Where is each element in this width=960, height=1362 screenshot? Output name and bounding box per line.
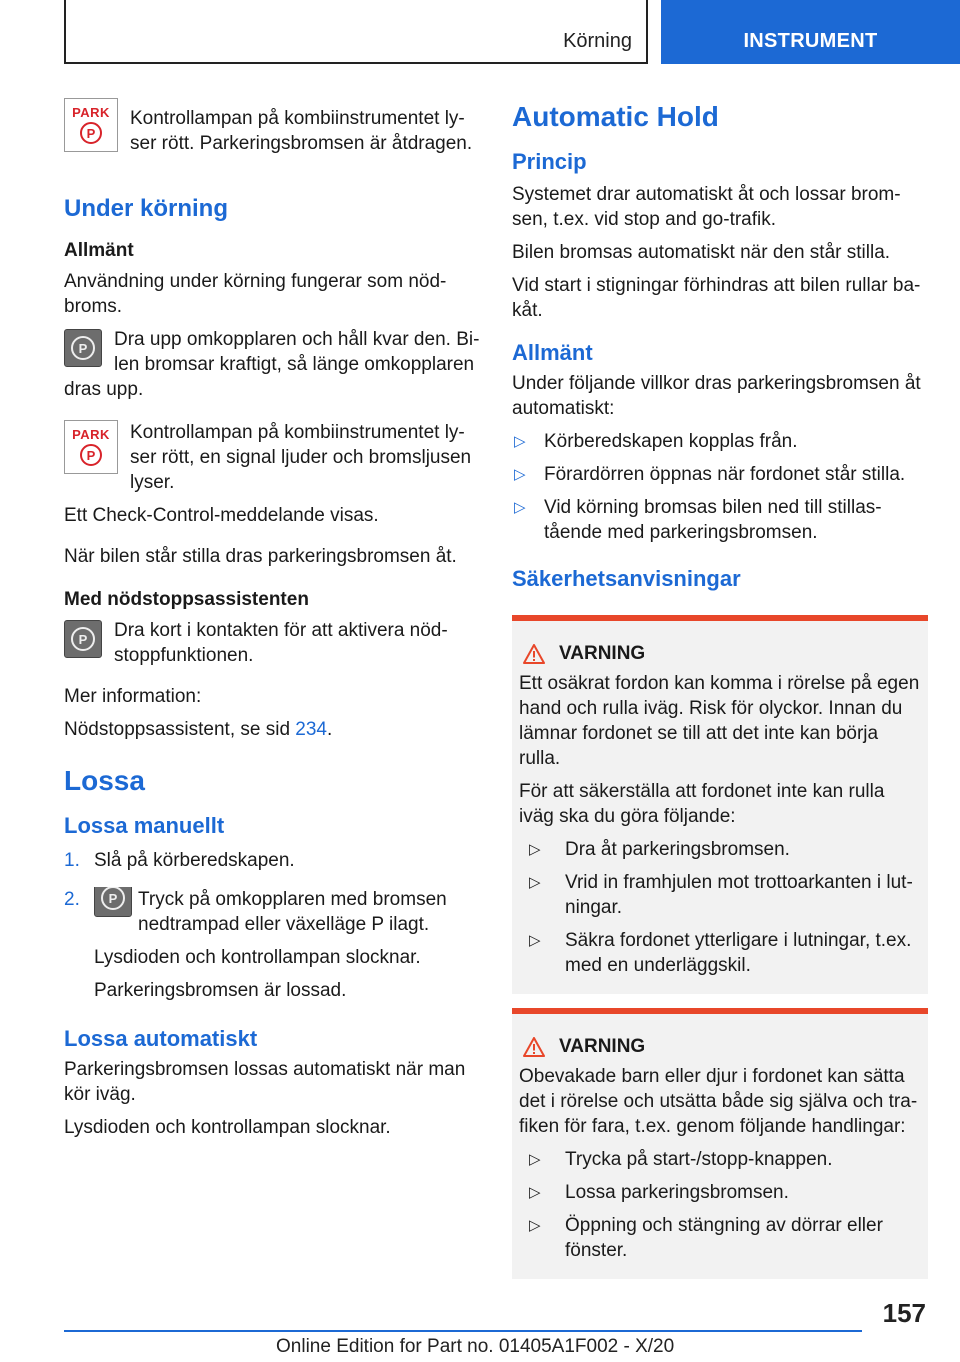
text-dra-upp: Dra upp omkopplaren och håll kvar den. Bi-len bromsar kraftigt, så länge omkopplaren dras upp. xyxy=(64,329,480,400)
text-nodstopp-ref: Nödstoppsassistent, se sid 234. xyxy=(64,719,333,740)
warning-box-1 xyxy=(512,615,928,994)
triangle-bullet-icon: ▷ xyxy=(529,841,541,858)
intro-indicator-text: Kontrollampan på kombiinstrumentet ly-ser rött. Parkeringsbromsen är åtdragen. xyxy=(130,108,473,154)
text-princip-3: Vid start i stigningar förhindras att bilen rullar ba-kåt. xyxy=(512,275,921,321)
subheading-nodstopp: Med nödstoppsassistenten xyxy=(64,589,309,610)
triangle-bullet-icon: ▷ xyxy=(514,433,526,450)
text-allmant: Under följande villkor dras parkeringsbromsen åt automatiskt: xyxy=(512,373,921,419)
warning-title: VARNING xyxy=(519,1036,922,1058)
parking-brake-switch-icon: P xyxy=(94,887,132,917)
parking-brake-switch-icon: P xyxy=(64,329,102,367)
steps-list xyxy=(64,848,484,1011)
dra-kort-block xyxy=(64,618,484,668)
footer-edition: Online Edition for Part no. 01405A1F002 - X/20 xyxy=(276,1336,675,1357)
triangle-bullet-icon: ▷ xyxy=(529,874,541,891)
allmant-list xyxy=(512,429,928,545)
text-lysdioden: Lysdioden och kontrollampan slocknar. xyxy=(64,1117,391,1138)
park-indicator-block xyxy=(64,98,484,164)
heading-sakerhet: Säkerhetsanvisningar xyxy=(512,566,741,591)
list-item: ▷ Säkra fordonet ytterligare i lutningar, t.ex. med en underläggskil. xyxy=(519,928,922,978)
heading-lossa-auto: Lossa automatiskt xyxy=(64,1026,258,1051)
right-column xyxy=(512,100,928,1279)
triangle-bullet-icon: ▷ xyxy=(529,1184,541,1201)
text-lossa-auto: Parkeringsbromsen lossas automatiskt när man kör iväg. xyxy=(64,1059,466,1105)
warning-triangle-icon xyxy=(523,1037,545,1057)
warning-triangle-icon xyxy=(523,644,545,664)
triangle-bullet-icon: ▷ xyxy=(529,1151,541,1168)
subheading-allmant: Allmänt xyxy=(64,240,134,261)
list-item: ▷ Trycka på start-/stopp-knappen. xyxy=(519,1147,922,1172)
step-item: 1. Slå på körberedskapen. xyxy=(64,850,295,871)
text-kontroll-2: Kontrollampan på kombiinstrumentet ly-ser rött, en signal ljuder och bromsljusen lyser. xyxy=(130,422,472,493)
text-mer-info: Mer information: xyxy=(64,686,202,707)
heading-automatic-hold: Automatic Hold xyxy=(512,101,719,132)
header-section xyxy=(64,0,648,64)
list-item: ▷ Dra åt parkeringsbromsen. xyxy=(519,837,922,862)
list-item: ▷ Vid körning bromsas bilen ned till stillas-tående med parkeringsbromsen. xyxy=(514,497,882,543)
park-indicator-icon: PARK P xyxy=(64,420,118,474)
list-item: ▷ Lossa parkeringsbromsen. xyxy=(519,1180,922,1205)
text-check-control: Ett Check-Control-meddelande visas. xyxy=(64,505,379,526)
list-item: ▷ Körberedskapen kopplas från. xyxy=(514,431,798,452)
park-indicator-block-2 xyxy=(64,420,484,495)
warning-box-2 xyxy=(512,1008,928,1279)
page-link-234[interactable]: 234 xyxy=(295,719,327,740)
park-indicator-icon: PARK P xyxy=(64,98,118,152)
header-chapter-label: INSTRUMENT xyxy=(743,30,878,52)
text-princip-1: Systemet drar automatiskt åt och lossar brom-sen, t.ex. vid stop and go-trafik. xyxy=(512,184,901,230)
triangle-bullet-icon: ▷ xyxy=(529,932,541,949)
triangle-bullet-icon: ▷ xyxy=(514,466,526,483)
header-section-label: Körning xyxy=(563,30,632,52)
warning1-p2: För att säkerställa att fordonet inte kan rulla iväg ska du göra följande: xyxy=(519,781,885,827)
heading-lossa: Lossa xyxy=(64,765,145,796)
heading-princip: Princip xyxy=(512,149,587,174)
warning2-p1: Obevakade barn eller djur i fordonet kan sätta det i rörelse och utsätta både sig själva och tra-fiken för fara, t.ex. genom följande handlingar: xyxy=(519,1066,918,1137)
left-column xyxy=(64,98,484,1148)
text-dra-kort: Dra kort i kontakten för att aktivera nöd-stoppfunktionen. xyxy=(114,620,448,666)
dra-upp-block xyxy=(64,327,484,402)
heading-under-korning: Under körning xyxy=(64,195,229,222)
warning1-p1: Ett osäkrat fordon kan komma i rörelse på egen hand och rulla iväg. Risk för olyckor. Innan du lämnar fordonet se till att det inte kan börja rulla. xyxy=(519,673,920,769)
step-item: 2. P Tryck på omkopplaren med bromsen nedtrampad eller växelläge P ilagt. Lysdioden och kontrollampan slocknar. Parkeringsbromsen är lossad. xyxy=(64,887,484,1011)
text-princip-2: Bilen bromsas automatiskt när den står stilla. xyxy=(512,242,891,263)
triangle-bullet-icon: ▷ xyxy=(529,1217,541,1234)
list-item: ▷ Öppning och stängning av dörrar eller fönster. xyxy=(519,1213,922,1263)
heading-lossa-manuellt: Lossa manuellt xyxy=(64,813,225,838)
footer-divider xyxy=(64,1330,862,1332)
step2-result-1: Lysdioden och kontrollampan slocknar. xyxy=(94,947,421,968)
list-item: ▷ Vrid in framhjulen mot trottoarkanten i lut-ningar. xyxy=(519,870,922,920)
header-chapter xyxy=(661,0,960,64)
heading-allmant: Allmänt xyxy=(512,340,593,365)
text-anvandning: Användning under körning fungerar som nöd-broms. xyxy=(64,271,447,317)
triangle-bullet-icon: ▷ xyxy=(514,499,526,516)
page-number: 157 xyxy=(882,1298,926,1328)
text-nar-bilen: När bilen står stilla dras parkeringsbromsen åt. xyxy=(64,546,457,567)
step2-result-2: Parkeringsbromsen är lossad. xyxy=(94,980,347,1001)
warning-title: VARNING xyxy=(519,643,922,665)
list-item: ▷ Förardörren öppnas när fordonet står stilla. xyxy=(514,464,906,485)
parking-brake-switch-icon: P xyxy=(64,620,102,658)
